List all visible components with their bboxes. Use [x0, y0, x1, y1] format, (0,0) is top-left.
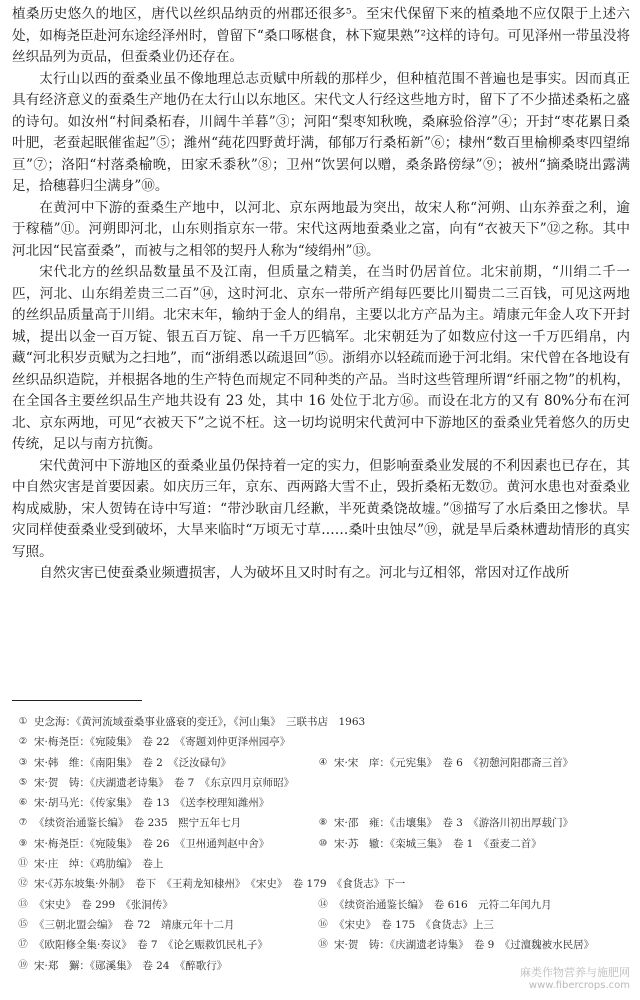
footnote	[12, 712, 630, 732]
footnote-row	[12, 773, 630, 793]
footnote-row	[12, 813, 630, 833]
footnote-text: 宋·梅尧臣：《宛陵集》 卷 22 《寄题刘仲更泽州园亭》	[34, 736, 291, 749]
footnote-text: 《三朝北盟会编》 卷 72 靖康元年十二月	[34, 918, 235, 931]
footnote-row	[12, 874, 630, 894]
paragraph: 太行山以西的蚕桑业虽不像地理总志贡赋中所载的那样少，但种植范围不普遍也是事实。因而真正具有经济意义的蚕桑生产地仍在太行山以东地区。宋代文人行经这些地方时，留下了不少描述桑柘之盛的诗句。如汝州“村间桑柘春，川阔牛羊暮”③；河阳“梨枣知秋晚，桑麻验俗淳”④；开封“枣花累日桑叶肥，老蚕起眠催雀起”⑤；潍州“莼花四野黄圩满，郁郁万行桑柘新”⑥；棣州“数百里榆柳桑枣四望绵亘”⑦；洛阳“村落桑榆晚，田家禾黍秋”⑧；卫州“饮罢何以赠，桑条路傍绿”⑨；被州“摘桑晓出露满足，拾穗暮归尘满身”⑩。	[12, 70, 630, 194]
paragraph: 植桑历史悠久的地区，唐代以丝织品纳贡的州郡还很多⁵。至宋代保留下来的植桑地不应仅限于上述六处，如梅尧臣赴河东途经泽州时，曾留下“桑口啄椹食，林下窥果熟”²这样的诗句。可见泽州一带虽没将丝织品列为贡品，但蚕桑业仍还存在。	[12, 6, 630, 65]
footnote-marker: ⑬	[18, 898, 28, 910]
footnote-marker: ⑰	[18, 939, 28, 951]
paragraph: 在黄河中下游的蚕桑生产地中，以河北、京东两地最为突出，故宋人称“河朔、山东养蚕之利，逾于稼穑”⑪。河朔即河北，山东则指京东一带。宋代这两地蚕桑业之富，向有“衣被天下”⑫之称。其中河北因“民富蚕桑”，而被与之相邻的契丹人称为“绫绢州”⑬。	[12, 199, 630, 259]
footnote-text: 《欧阳修全集·奏议》 卷 7 《论乞赈救饥民札子》	[34, 939, 268, 952]
footnote-marker: ⑱	[318, 939, 328, 951]
footnote-row	[12, 895, 630, 915]
footnote-marker: ⑲	[18, 959, 28, 971]
footnote	[312, 895, 630, 915]
footnote	[312, 834, 630, 854]
footnotes	[12, 712, 630, 976]
footnote-text: 宋·邵 雍：《击壤集》 卷 3 《游洛川初出厚载门》	[334, 817, 574, 830]
footnote-row	[12, 915, 630, 935]
footnote	[12, 895, 312, 915]
watermark-site-name: 麻类作物营养与施肥网	[520, 966, 630, 979]
watermark-url: www.fibercrops.com	[528, 980, 630, 991]
footnote-marker: ⑩	[318, 837, 328, 849]
footnote	[12, 732, 630, 752]
footnote-text: 宋·贺 铸：《庆湖遗老诗集》 卷 7 《东京四月京师昭》	[34, 776, 295, 789]
footnote	[12, 753, 312, 773]
footnote	[12, 793, 630, 813]
paragraph: 宋代北方的丝织品数量虽不及江南，但质量之精美，在当时仍居首位。北宋前期，“川绢二千一匹，河北、山东绢差贵三二百”⑭，这时河北、京东一带所产绢每匹要比川蜀贵二三百钱，可见这两地的丝织品质量高于川绢。北宋末年，输纳于金人的绢帛，主要以北方产品为主。靖康元年金人攻下开封城，提出以金一百万锭、银五百万锭、帛一千万匹犒军。北宋朝廷为了如数应付这一千万匹绢帛，内藏“河北积岁贡赋为之扫地”，而“浙绢悉以疏退回”⑮。浙绢亦以轻疏而逊于河北绢。宋代曾在各地设有丝织品织造院，并根据各地的生产特色而规定不同种类的产品。当时这些管理所谓“纤丽之物”的机构，在全国各主要丝织品生产地共设有 23 处，其中 16 处位于北方⑯。而设在北方的又有 80%分布在河北、京东两地，可见“衣被天下”之说不枉。这一切均说明宋代黄河中下游地区的蚕桑业凭着悠久的历史传统，足以与南方抗衡。	[12, 264, 630, 452]
footnote-text: 宋·宋 庠：《元宪集》 卷 6 《初憩河阳郡斋三首》	[334, 756, 574, 769]
footnote-row	[12, 854, 630, 874]
footnote-text: 宋·韩 维：《南阳集》 卷 2 《泛汝碌句》	[34, 756, 232, 769]
footnote	[12, 834, 312, 854]
footnote-text: 宋·《苏东坡集·外制》 卷下 《王莉龙知棣州》 《宋史》 卷 179 《食货志》下一	[34, 878, 406, 891]
footnote-text: 宋·苏 辙：《栾城三集》 卷 1 《蚕麦二首》	[334, 837, 542, 850]
footnote	[12, 935, 312, 955]
footnote	[312, 935, 630, 955]
footnote	[12, 854, 630, 874]
footnote-text: 宋·庄 绰：《鸡肋编》 卷上	[34, 858, 164, 871]
watermark	[520, 966, 630, 992]
paragraph: 宋代黄河中下游地区的蚕桑业虽仍保持着一定的实力，但影响蚕桑业发展的不利因素也已存在，其中自然灾害是首要因素。如庆历三年，京东、西两路大雪不止，毁折桑柘无数⑰。黄河水患也对蚕桑业构成威胁，宋人贺铸在诗中写道：“带沙耿亩几经歉，半死黄桑饶故墟。”⑱描写了水后桑田之惨状。旱灾同样使蚕桑业受到破坏，大旱来临时“万顷无寸草……桑叶虫蚀尽”⑲，就是旱后桑林遭劫情形的真实写照。	[12, 457, 630, 560]
footnote	[12, 813, 312, 833]
footnote-marker: ⑮	[18, 918, 28, 930]
footnote-row	[12, 834, 630, 854]
footnote-rule	[12, 700, 142, 701]
footnote-marker: ⑯	[318, 918, 328, 930]
footnote-row	[12, 753, 630, 773]
footnote-row	[12, 793, 630, 813]
footnote-marker: ⑧	[318, 817, 328, 829]
footnote-marker: ⑨	[18, 837, 28, 849]
footnote-text: 宋·贺 铸：《庆湖遗老诗集》 卷 9 《过澶魏被水民居》	[334, 939, 595, 952]
paragraph: 自然灾害已使蚕桑业频遭损害，人为破坏且又时时有之。河北与辽相邻，常因对辽作战所	[39, 565, 570, 581]
footnote-marker: ⑥	[18, 797, 28, 809]
footnote-row	[12, 732, 630, 752]
footnote-marker: ⑤	[18, 776, 28, 788]
footnote-text: 宋·梅尧臣：《宛陵集》 卷 26 《卫州通判赵中舍》	[34, 837, 270, 850]
footnote-text: 《宋史》 卷 175 《食货志》上三	[334, 918, 494, 931]
footnote	[12, 915, 312, 935]
footnote-text: 史念海：《黄河流域蚕桑事业盛衰的变迁》，《河山集》 三联书店 1963	[34, 716, 366, 728]
footnote-row	[12, 935, 630, 955]
footnote	[12, 773, 630, 793]
footnote-marker: ⑭	[318, 898, 328, 910]
footnote	[12, 874, 630, 894]
footnote-marker: ⑦	[18, 817, 28, 829]
footnote-text: 《续资治通鉴长编》 卷 616 元符二年闰九月	[334, 898, 552, 911]
footnote-text: 宋·郑 獬：《郧溪集》 卷 24 《醉歌行》	[34, 959, 228, 972]
footnote-marker: ⑪	[18, 858, 28, 870]
footnote	[312, 813, 630, 833]
footnote-text: 宋·胡马光：《传家集》 卷 13 《送李校理知潍州》	[34, 797, 270, 810]
footnote-marker: ①	[18, 716, 28, 727]
footnote-marker: ④	[318, 756, 328, 768]
footnote-row	[12, 712, 630, 732]
footnote-marker: ⑫	[18, 878, 28, 890]
footnote	[312, 753, 630, 773]
footnote-text: 《宋史》 卷 299 《张洞传》	[34, 898, 173, 911]
body-text	[12, 4, 630, 585]
footnote-marker: ③	[18, 756, 28, 768]
footnote	[312, 915, 630, 935]
footnote-text: 《续资治通鉴长编》 卷 235 熙宁五年七月	[34, 817, 242, 830]
footnote-marker: ②	[18, 736, 28, 748]
